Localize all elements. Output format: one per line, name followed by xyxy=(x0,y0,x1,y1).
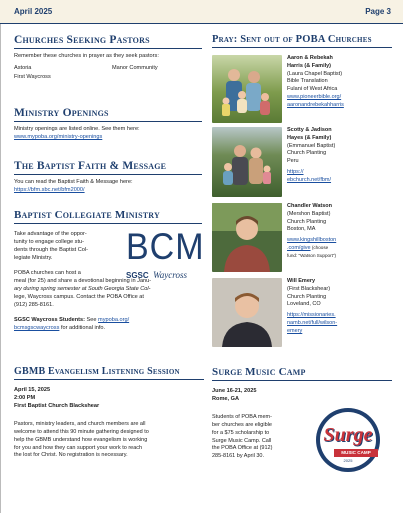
missionary-church: (Emmanuel Baptist) xyxy=(287,142,336,149)
missionary-name: Will Emery xyxy=(287,278,316,284)
students-text: See xyxy=(84,316,99,323)
missionary-location: Loveland, CO xyxy=(287,301,321,308)
missionary-link[interactable]: https://missionaries. xyxy=(287,312,336,319)
fund-note: (choose xyxy=(310,244,329,250)
missionary-location: Fulani of West Africa xyxy=(287,86,338,93)
church-list xyxy=(14,65,202,85)
divider xyxy=(14,174,202,175)
missionary-link-cont[interactable]: aaronandrebekahharris xyxy=(287,101,344,108)
divider xyxy=(14,379,204,380)
missionary-name: Hayes (& Family) xyxy=(287,134,332,141)
page-header xyxy=(0,0,403,24)
ministry-link[interactable]: www.mypoba.org/ministry-openings xyxy=(14,134,103,141)
bcm-logo-sgsc: SGSC xyxy=(126,271,149,280)
text-line: lege, Waycross campus. Contact the POBA Office at xyxy=(14,293,144,300)
text-line: Students of POBA mem- xyxy=(212,414,272,421)
ministry-text: Ministry openings are listed online. See them here: xyxy=(14,126,140,133)
missionary-hayes xyxy=(287,127,397,185)
issue-date: April 2025 xyxy=(14,7,53,16)
page-number: Page 3 xyxy=(365,7,391,16)
bcm-section xyxy=(14,209,205,333)
gbmb-date: April 15, 2025 xyxy=(14,387,51,394)
missionary-name: Scotty & Jadison xyxy=(287,127,332,133)
students-label: SGSC Waycross Students: xyxy=(14,316,85,323)
faith-text: You can read the Baptist Faith & Message here: xyxy=(14,179,133,186)
missionary-link[interactable]: https:// xyxy=(287,168,304,175)
fund-note-cont: fund: "Watson Support") xyxy=(287,252,337,258)
pray-title: Pray: Sent out of POBA Churches xyxy=(212,34,372,45)
missionary-role: Church Planting xyxy=(287,293,327,300)
missionary-harris xyxy=(287,55,397,110)
missionary-location: Boston, MA xyxy=(287,226,316,233)
bcm-link-cont[interactable]: bcmsgscwaycross xyxy=(14,324,60,331)
text-line: the POBA Office at (912) xyxy=(212,445,273,452)
gbmb-title: GBMB Evangelism Listening Session xyxy=(14,366,180,377)
faith-section xyxy=(14,160,202,195)
text-line: Take advantage of the oppor- xyxy=(14,231,87,238)
page-edge xyxy=(0,24,1,513)
surge-logo-band: MUSIC CAMP xyxy=(334,449,378,457)
gbmb-place: First Baptist Church Blackshear xyxy=(14,403,100,410)
text-line: for a $75 scholarship to xyxy=(212,429,270,436)
churches-title: Churches Seeking Pastors xyxy=(14,34,150,46)
bcm-logo-letters: BCM xyxy=(126,226,205,268)
surge-logo-word: Surge xyxy=(323,424,373,446)
text-line: dents through the Baptist Col- xyxy=(14,247,89,254)
missionary-watson xyxy=(287,203,397,261)
church-item: Astoria xyxy=(14,65,32,72)
text-line: Pastors, ministry leaders, and church members are all xyxy=(14,421,146,428)
surge-body xyxy=(212,414,308,461)
text-line: (912) 285-8161. xyxy=(14,301,54,308)
text-line: meal (for 25) and share a devotional beginning in Janu- xyxy=(14,278,152,285)
gbmb-time: 2:00 PM xyxy=(14,395,36,402)
missionary-name: Harris (& Family) xyxy=(287,62,332,69)
text-line: tunity to engage college stu- xyxy=(14,239,84,246)
bcm-logo-script: Waycross xyxy=(153,270,187,280)
missionary-role: Bible Translation xyxy=(287,78,328,85)
text-line: the lost for Christ. No registration is necessary. xyxy=(14,452,128,459)
missionary-link[interactable]: www.kingshillboston xyxy=(287,237,337,244)
missionary-link-cont[interactable]: .com/give xyxy=(287,244,311,251)
church-item: First Waycross xyxy=(14,74,51,81)
text-line: ber churches are eligible xyxy=(212,422,272,429)
gbmb-when xyxy=(14,387,204,411)
missionary-photo-watson xyxy=(212,203,282,272)
missionary-link-cont[interactable]: ebchurch.net/fbm/ xyxy=(287,176,332,183)
churches-intro: Remember these churches in prayer as they seek pastors: xyxy=(14,53,159,60)
bcm-title: Baptist Collegiate Ministry xyxy=(14,209,160,221)
missionary-name: Chandler Watson xyxy=(287,203,333,209)
missionary-role: Church Planting xyxy=(287,150,327,157)
surge-date: June 16-21, 2025 xyxy=(212,388,257,395)
text-line: 285-8161 by April 30. xyxy=(212,453,264,460)
text-line: welcome to attend this 90 minute gathering designed to xyxy=(14,429,149,435)
missionary-emery xyxy=(287,278,397,336)
gbmb-body xyxy=(14,421,204,460)
text-line: ary during spring semester at South Georgia State Col- xyxy=(14,286,151,293)
pray-section xyxy=(212,34,392,48)
divider xyxy=(14,48,202,49)
divider xyxy=(14,223,202,224)
surge-place: Rome, GA xyxy=(212,396,240,403)
divider xyxy=(212,380,392,381)
text-line: Surge Music Camp. Call xyxy=(212,437,272,444)
bcm-logo xyxy=(126,226,205,280)
surge-when xyxy=(212,388,392,404)
faith-title: The Baptist Faith & Message xyxy=(14,160,167,172)
surge-logo-year: 2025 xyxy=(343,458,353,463)
missionary-link-cont[interactable]: namb.net/full/wilson- xyxy=(287,319,338,326)
missionary-photo-harris xyxy=(212,55,282,123)
missionary-link-cont[interactable]: emery xyxy=(287,327,303,334)
missionary-link[interactable]: www.pioneerbible.org/ xyxy=(287,93,342,100)
text-line: help the GBMB understand how evangelism is working xyxy=(14,436,148,443)
text-line: POBA churches can host a xyxy=(14,270,81,277)
missionary-church: (First Blackshear) xyxy=(287,285,331,292)
bcm-intro xyxy=(14,231,126,263)
church-item: Manor Community xyxy=(112,65,158,72)
bcm-students xyxy=(14,317,202,333)
missionary-photo-emery xyxy=(212,278,282,347)
missionary-church: (Laura Chapel Baptist) xyxy=(287,70,343,77)
text-line: for you and how they can support your work to reach xyxy=(14,444,143,451)
missionary-role: Church Planting xyxy=(287,218,327,225)
missionary-photo-hayes xyxy=(212,127,282,197)
gbmb-section xyxy=(14,366,204,460)
text-line: legiate Ministry. xyxy=(14,255,53,262)
divider xyxy=(14,121,202,122)
churches-section xyxy=(14,34,202,85)
ministry-title: Ministry Openings xyxy=(14,107,109,119)
missionary-name: Aaron & Rebekah xyxy=(287,55,333,61)
surge-logo xyxy=(306,408,390,480)
surge-title: Surge Music Camp xyxy=(212,366,306,378)
faith-link[interactable]: https://bfm.sbc.net/bfm2000/ xyxy=(14,187,85,194)
students-after: for additional info. xyxy=(59,324,106,331)
divider xyxy=(212,47,392,48)
missionary-location: Peru xyxy=(287,158,299,165)
ministry-section xyxy=(14,107,202,142)
missionary-church: (Mershon Baptist) xyxy=(287,210,331,217)
bcm-link[interactable]: mypoba.org/ xyxy=(98,316,130,323)
